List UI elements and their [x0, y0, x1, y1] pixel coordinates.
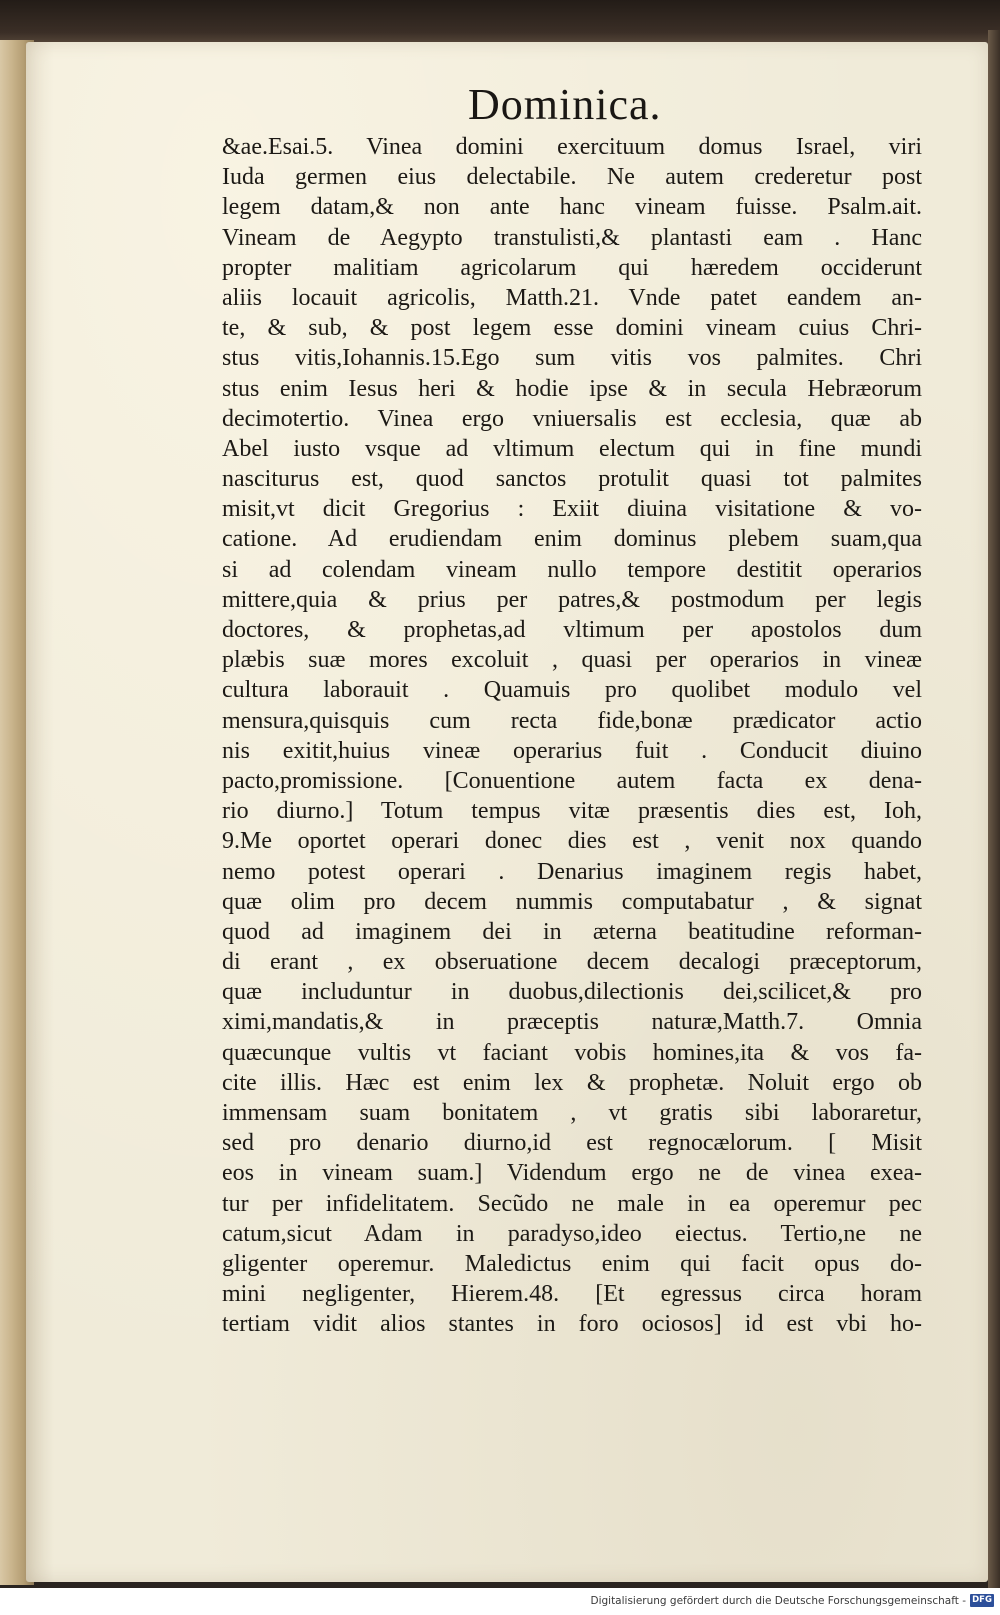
text-line: legem datam,& non ante hanc vineam fuisse. Psalm.ait.	[222, 194, 922, 221]
text-line: doctores, & prophetas,ad vltimum per apostolos dum	[222, 617, 922, 643]
text-line: mensura,quisquis cum recta fide,bonæ prædicator actio	[222, 707, 922, 734]
funding-credit: Digitalisierung gefördert durch die Deutsche Forschungsgemeinschaft -	[590, 1595, 966, 1607]
dfg-logo: DFG	[970, 1594, 994, 1607]
text-line: tertiam vidit alios stantes in foro ociosos] id est vbi ho-	[222, 1311, 922, 1338]
text-line: gligenter operemur. Maledictus enim qui facit opus do-	[222, 1250, 922, 1277]
text-line: si ad colendam vineam nullo tempore destitit operarios	[222, 556, 922, 583]
text-line: catum,sicut Adam in paradyso,ideo eiectus. Tertio,ne ne	[222, 1220, 922, 1247]
text-line: nasciturus est, quod sanctos protulit quasi tot palmites	[222, 466, 922, 493]
text-line: rio diurno.] Totum tempus vitæ præsentis dies est, Ioh,	[222, 798, 922, 825]
text-line: quod ad imaginem dei in æterna beatitudine reforman-	[222, 918, 922, 945]
running-head: Dominica.	[468, 80, 662, 129]
text-line: plæbis suæ mores excoluit , quasi per operarios in vineæ	[222, 647, 922, 674]
text-line: cite illis. Hæc est enim lex & prophetæ. Noluit ergo ob	[222, 1069, 922, 1096]
text-line: immensam suam bonitatem , vt gratis sibi laboraretur,	[222, 1100, 922, 1126]
text-line: decimotertio. Vinea ergo vniuersalis est ecclesia, quæ ab	[222, 405, 922, 432]
text-line: te, & sub, & post legem esse domini vineam cuius Chri-	[222, 315, 922, 342]
text-line: misit,vt dicit Gregorius : Exiit diuina visitatione & vo-	[222, 496, 922, 523]
text-line: 9.Me oportet operari donec dies est , venit nox quando	[222, 828, 922, 855]
text-line: Abel iusto vsque ad vltimum electum qui in fine mundi	[222, 435, 922, 462]
text-line: propter malitiam agricolarum qui hæredem occiderunt	[222, 254, 922, 281]
text-line: quæcunque vultis vt faciant vobis homines,ita & vos fa-	[222, 1039, 922, 1066]
text-line: catione. Ad erudiendam enim dominus plebem suam,qua	[222, 526, 922, 553]
text-line: stus vitis,Iohannis.15.Ego sum vitis vos palmites. Chri	[222, 345, 922, 372]
text-line: nemo potest operari . Denarius imaginem regis habet,	[222, 858, 922, 885]
text-line: nis exitit,huius vineæ operarius fuit . Conducit diuino	[222, 737, 922, 764]
text-line: Vineam de Aegypto transtulisti,& plantasti eam . Hanc	[222, 224, 922, 251]
text-line: stus enim Iesus heri & hodie ipse & in secula Hebræorum	[222, 375, 922, 402]
text-line: Iuda germen eius delectabile. Ne autem crederetur post	[222, 164, 922, 191]
text-line: mini negligenter, Hierem.48. [Et egressus circa horam	[222, 1281, 922, 1308]
text-line: pacto,promissione. [Conuentione autem facta ex dena-	[222, 767, 922, 794]
text-line: di erant , ex obseruatione decem decalogi præceptorum,	[222, 949, 922, 976]
scan-background-top	[0, 0, 1000, 46]
text-line: aliis locauit agricolis, Matth.21. Vnde patet eandem an-	[222, 284, 922, 311]
page-edge-right	[988, 30, 1000, 1590]
text-line: cultura laborauit . Quamuis pro quolibet modulo vel	[222, 677, 922, 704]
text-line: eos in vineam suam.] Videndum ergo ne de vinea exea-	[222, 1160, 922, 1187]
text-line: mittere,quia & prius per patres,& postmodum per legis	[222, 586, 922, 613]
text-line: &ae.Esai.5. Vinea domini exercituum domus Israel, viri	[222, 134, 922, 160]
text-line: quæ includuntur in duobus,dilectionis dei,scilicet,& pro	[222, 979, 922, 1006]
text-line: ximi,mandatis,& in præceptis naturæ,Matth.7. Omnia	[222, 1009, 922, 1036]
text-line: sed pro denario diurno,id est regnocælorum. [ Misit	[222, 1130, 922, 1157]
text-line: quæ olim pro decem nummis computabatur , & signat	[222, 888, 922, 915]
body-text	[222, 132, 922, 1340]
text-line: tur per infidelitatem. Secũdo ne male in ea operemur pec	[222, 1190, 922, 1217]
